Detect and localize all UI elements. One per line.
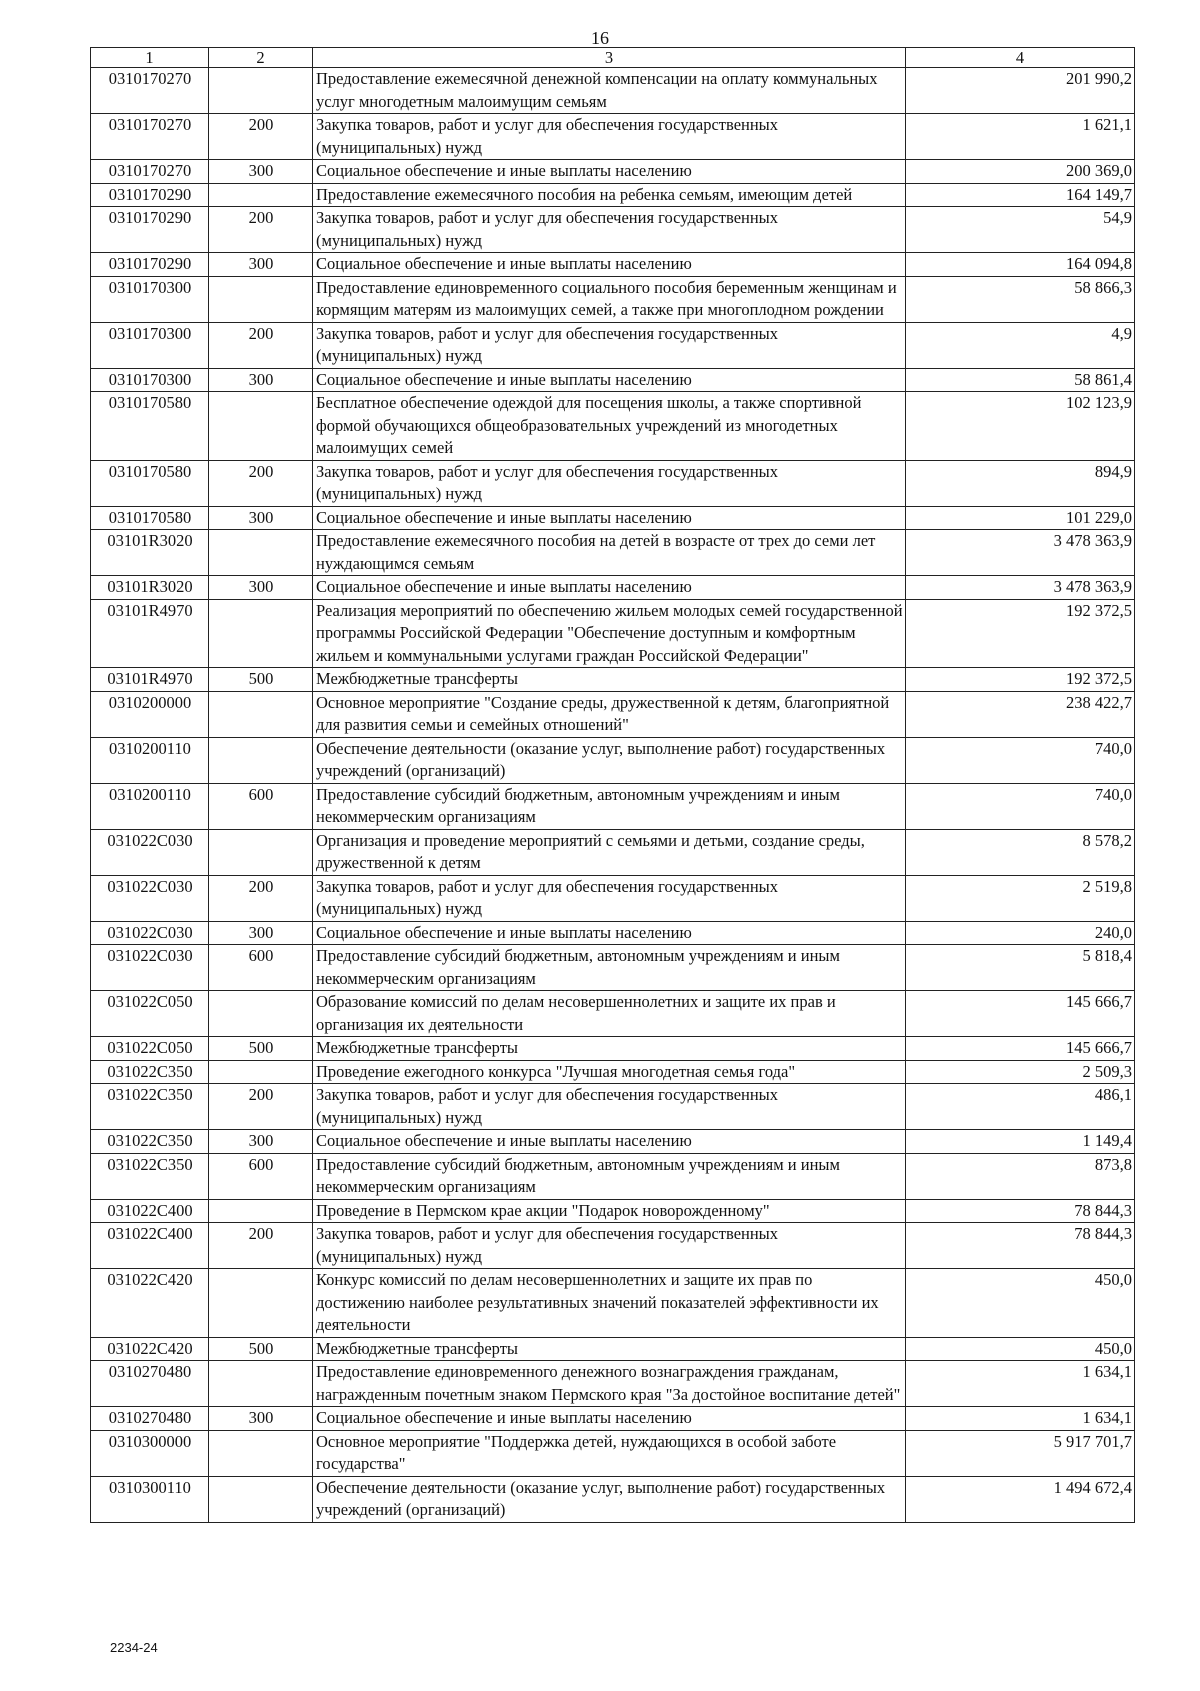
cell-name: Организация и проведение мероприятий с семьями и детьми, создание среды, дружественной к детям — [313, 829, 906, 875]
table-row — [91, 991, 1135, 1037]
cell-code: 0310170290 — [91, 207, 209, 253]
cell-expense-type: 500 — [209, 1337, 313, 1361]
cell-amount: 450,0 — [906, 1337, 1135, 1361]
cell-amount: 486,1 — [906, 1084, 1135, 1130]
table-row — [91, 506, 1135, 530]
cell-code: 0310270480 — [91, 1407, 209, 1431]
table-row — [91, 253, 1135, 277]
column-header-2: 2 — [209, 48, 313, 68]
cell-code: 0310170580 — [91, 506, 209, 530]
cell-name: Межбюджетные трансферты — [313, 1037, 906, 1061]
cell-name: Проведение ежегодного конкурса "Лучшая многодетная семья года" — [313, 1060, 906, 1084]
cell-expense-type — [209, 737, 313, 783]
cell-code: 0310170270 — [91, 114, 209, 160]
cell-code: 0310170300 — [91, 322, 209, 368]
cell-amount: 102 123,9 — [906, 392, 1135, 461]
page-number: 16 — [591, 28, 609, 48]
table-row — [91, 829, 1135, 875]
cell-code: 031022С030 — [91, 829, 209, 875]
cell-name: Предоставление субсидий бюджетным, автономным учреждениям и иным некоммерческим организациям — [313, 945, 906, 991]
table-row — [91, 1153, 1135, 1199]
cell-name: Бесплатное обеспечение одеждой для посещения школы, а также спортивной формой обучающихся общеобразовательных учреждений из многодетных малоимущих семей — [313, 392, 906, 461]
cell-code: 0310170580 — [91, 392, 209, 461]
cell-expense-type — [209, 530, 313, 576]
cell-amount: 2 519,8 — [906, 875, 1135, 921]
cell-expense-type — [209, 1361, 313, 1407]
cell-amount: 3 478 363,9 — [906, 576, 1135, 600]
cell-expense-type — [209, 183, 313, 207]
cell-amount: 192 372,5 — [906, 668, 1135, 692]
table-row — [91, 1084, 1135, 1130]
cell-name: Социальное обеспечение и иные выплаты населению — [313, 368, 906, 392]
cell-code: 031022С030 — [91, 921, 209, 945]
table-row — [91, 1269, 1135, 1338]
cell-name: Предоставление ежемесячного пособия на детей в возрасте от трех до семи лет нуждающимся семьям — [313, 530, 906, 576]
cell-name: Социальное обеспечение и иные выплаты населению — [313, 253, 906, 277]
cell-name: Конкурс комиссий по делам несовершеннолетних и защите их прав по достижению наиболее результативных значений показателей эффективности их деятельности — [313, 1269, 906, 1338]
cell-name: Социальное обеспечение и иные выплаты населению — [313, 506, 906, 530]
cell-expense-type: 300 — [209, 921, 313, 945]
table-row — [91, 1430, 1135, 1476]
cell-code: 0310200000 — [91, 691, 209, 737]
cell-code: 03101R3020 — [91, 530, 209, 576]
cell-code: 0310300110 — [91, 1476, 209, 1522]
cell-expense-type: 300 — [209, 368, 313, 392]
table-row — [91, 368, 1135, 392]
cell-name: Проведение в Пермском крае акции "Подарок новорожденному" — [313, 1199, 906, 1223]
table-row — [91, 1361, 1135, 1407]
cell-code: 0310170290 — [91, 183, 209, 207]
cell-name: Предоставление ежемесячной денежной компенсации на оплату коммунальных услуг многодетным малоимущим семьям — [313, 68, 906, 114]
cell-name: Предоставление субсидий бюджетным, автономным учреждениям и иным некоммерческим организациям — [313, 783, 906, 829]
cell-expense-type: 300 — [209, 1130, 313, 1154]
cell-expense-type — [209, 1476, 313, 1522]
cell-code: 031022С420 — [91, 1337, 209, 1361]
cell-amount: 145 666,7 — [906, 1037, 1135, 1061]
table-row — [91, 737, 1135, 783]
table-row — [91, 1337, 1135, 1361]
table-row — [91, 1407, 1135, 1431]
cell-expense-type: 200 — [209, 207, 313, 253]
cell-name: Предоставление ежемесячного пособия на ребенка семьям, имеющим детей — [313, 183, 906, 207]
cell-expense-type — [209, 276, 313, 322]
cell-name: Межбюджетные трансферты — [313, 1337, 906, 1361]
cell-name: Закупка товаров, работ и услуг для обеспечения государственных (муниципальных) нужд — [313, 1223, 906, 1269]
cell-code: 031022С030 — [91, 875, 209, 921]
table-row — [91, 1130, 1135, 1154]
cell-expense-type — [209, 1199, 313, 1223]
table-row — [91, 945, 1135, 991]
cell-code: 03101R3020 — [91, 576, 209, 600]
table-row — [91, 276, 1135, 322]
cell-amount: 192 372,5 — [906, 599, 1135, 668]
cell-expense-type: 600 — [209, 1153, 313, 1199]
cell-amount: 240,0 — [906, 921, 1135, 945]
table-row — [91, 392, 1135, 461]
cell-code: 0310170290 — [91, 253, 209, 277]
cell-amount: 164 149,7 — [906, 183, 1135, 207]
cell-expense-type: 200 — [209, 875, 313, 921]
cell-amount: 164 094,8 — [906, 253, 1135, 277]
column-header-3: 3 — [313, 48, 906, 68]
cell-expense-type — [209, 691, 313, 737]
cell-code: 031022С050 — [91, 991, 209, 1037]
cell-expense-type: 200 — [209, 1223, 313, 1269]
table-row — [91, 783, 1135, 829]
cell-name: Предоставление единовременного социального пособия беременным женщинам и кормящим матерям из малоимущих семей, а также при многоплодном рождении — [313, 276, 906, 322]
cell-name: Предоставление единовременного денежного вознаграждения гражданам, награжденным почетным знаком Пермского края "За достойное воспитание детей" — [313, 1361, 906, 1407]
table-row — [91, 576, 1135, 600]
cell-expense-type: 600 — [209, 945, 313, 991]
header-row — [91, 48, 1135, 68]
table-row — [91, 114, 1135, 160]
cell-name: Межбюджетные трансферты — [313, 668, 906, 692]
cell-name: Социальное обеспечение и иные выплаты населению — [313, 921, 906, 945]
cell-amount: 894,9 — [906, 460, 1135, 506]
cell-amount: 200 369,0 — [906, 160, 1135, 184]
cell-amount: 1 634,1 — [906, 1407, 1135, 1431]
cell-expense-type: 300 — [209, 160, 313, 184]
cell-code: 0310170300 — [91, 276, 209, 322]
cell-expense-type: 300 — [209, 253, 313, 277]
cell-code: 031022С420 — [91, 1269, 209, 1338]
table-row — [91, 875, 1135, 921]
cell-code: 0310170270 — [91, 68, 209, 114]
cell-amount: 1 621,1 — [906, 114, 1135, 160]
cell-code: 031022С350 — [91, 1130, 209, 1154]
table-row — [91, 668, 1135, 692]
budget-table — [90, 47, 1135, 1523]
table-row — [91, 322, 1135, 368]
cell-amount: 873,8 — [906, 1153, 1135, 1199]
table-row — [91, 599, 1135, 668]
column-header-4: 4 — [906, 48, 1135, 68]
cell-amount: 238 422,7 — [906, 691, 1135, 737]
cell-amount: 740,0 — [906, 737, 1135, 783]
table-row — [91, 530, 1135, 576]
cell-name: Реализация мероприятий по обеспечению жильем молодых семей государственной программы Российской Федерации "Обеспечение доступным и комфортным жильем и коммунальными услугами граждан Российской Федерации" — [313, 599, 906, 668]
cell-amount: 740,0 — [906, 783, 1135, 829]
cell-code: 031022С030 — [91, 945, 209, 991]
cell-amount: 54,9 — [906, 207, 1135, 253]
cell-expense-type: 600 — [209, 783, 313, 829]
cell-code: 0310170300 — [91, 368, 209, 392]
document-number: 2234-24 — [110, 1640, 158, 1655]
cell-name: Образование комиссий по делам несовершеннолетних и защите их прав и организация их деятельности — [313, 991, 906, 1037]
cell-name: Обеспечение деятельности (оказание услуг, выполнение работ) государственных учреждений (организаций) — [313, 737, 906, 783]
table-row — [91, 1037, 1135, 1061]
cell-amount: 5 917 701,7 — [906, 1430, 1135, 1476]
cell-expense-type — [209, 829, 313, 875]
cell-name: Социальное обеспечение и иные выплаты населению — [313, 1130, 906, 1154]
cell-expense-type: 300 — [209, 1407, 313, 1431]
table-row — [91, 68, 1135, 114]
cell-code: 0310170270 — [91, 160, 209, 184]
cell-code: 03101R4970 — [91, 599, 209, 668]
cell-expense-type — [209, 1269, 313, 1338]
cell-code: 031022С350 — [91, 1060, 209, 1084]
cell-amount: 78 844,3 — [906, 1199, 1135, 1223]
cell-amount: 201 990,2 — [906, 68, 1135, 114]
cell-expense-type: 200 — [209, 322, 313, 368]
table-row — [91, 160, 1135, 184]
cell-code: 0310170580 — [91, 460, 209, 506]
cell-expense-type: 300 — [209, 506, 313, 530]
cell-code: 031022С400 — [91, 1223, 209, 1269]
cell-name: Закупка товаров, работ и услуг для обеспечения государственных (муниципальных) нужд — [313, 1084, 906, 1130]
cell-code: 0310200110 — [91, 737, 209, 783]
cell-code: 0310300000 — [91, 1430, 209, 1476]
cell-amount: 3 478 363,9 — [906, 530, 1135, 576]
cell-code: 031022С050 — [91, 1037, 209, 1061]
cell-expense-type: 200 — [209, 114, 313, 160]
table-row — [91, 460, 1135, 506]
cell-name: Закупка товаров, работ и услуг для обеспечения государственных (муниципальных) нужд — [313, 114, 906, 160]
table-body — [91, 68, 1135, 1523]
cell-amount: 450,0 — [906, 1269, 1135, 1338]
cell-expense-type: 500 — [209, 668, 313, 692]
cell-name: Закупка товаров, работ и услуг для обеспечения государственных (муниципальных) нужд — [313, 875, 906, 921]
table-row — [91, 691, 1135, 737]
table-row — [91, 207, 1135, 253]
cell-code: 03101R4970 — [91, 668, 209, 692]
cell-amount: 8 578,2 — [906, 829, 1135, 875]
cell-code: 0310270480 — [91, 1361, 209, 1407]
cell-name: Социальное обеспечение и иные выплаты населению — [313, 1407, 906, 1431]
cell-amount: 1 634,1 — [906, 1361, 1135, 1407]
table-header — [91, 48, 1135, 68]
cell-code: 0310200110 — [91, 783, 209, 829]
cell-expense-type: 500 — [209, 1037, 313, 1061]
cell-amount: 58 861,4 — [906, 368, 1135, 392]
cell-expense-type: 300 — [209, 576, 313, 600]
cell-name: Закупка товаров, работ и услуг для обеспечения государственных (муниципальных) нужд — [313, 322, 906, 368]
table-row — [91, 921, 1135, 945]
cell-name: Закупка товаров, работ и услуг для обеспечения государственных (муниципальных) нужд — [313, 207, 906, 253]
cell-name: Основное мероприятие "Создание среды, дружественной к детям, благоприятной для развития семьи и семейных отношений" — [313, 691, 906, 737]
cell-name: Обеспечение деятельности (оказание услуг, выполнение работ) государственных учреждений (организаций) — [313, 1476, 906, 1522]
table-row — [91, 183, 1135, 207]
table-row — [91, 1199, 1135, 1223]
cell-code: 031022С350 — [91, 1084, 209, 1130]
cell-expense-type: 200 — [209, 460, 313, 506]
cell-amount: 58 866,3 — [906, 276, 1135, 322]
cell-name: Социальное обеспечение и иные выплаты населению — [313, 160, 906, 184]
cell-amount: 2 509,3 — [906, 1060, 1135, 1084]
cell-code: 031022С350 — [91, 1153, 209, 1199]
cell-expense-type — [209, 1430, 313, 1476]
cell-name: Предоставление субсидий бюджетным, автономным учреждениям и иным некоммерческим организациям — [313, 1153, 906, 1199]
cell-name: Основное мероприятие "Поддержка детей, нуждающихся в особой заботе государства" — [313, 1430, 906, 1476]
cell-name: Социальное обеспечение и иные выплаты населению — [313, 576, 906, 600]
cell-code: 031022С400 — [91, 1199, 209, 1223]
cell-amount: 5 818,4 — [906, 945, 1135, 991]
cell-expense-type — [209, 392, 313, 461]
cell-amount: 4,9 — [906, 322, 1135, 368]
cell-expense-type: 200 — [209, 1084, 313, 1130]
cell-amount: 145 666,7 — [906, 991, 1135, 1037]
table-row — [91, 1476, 1135, 1522]
column-header-1: 1 — [91, 48, 209, 68]
cell-amount: 1 149,4 — [906, 1130, 1135, 1154]
cell-expense-type — [209, 991, 313, 1037]
table-row — [91, 1060, 1135, 1084]
cell-expense-type — [209, 599, 313, 668]
cell-amount: 78 844,3 — [906, 1223, 1135, 1269]
cell-expense-type — [209, 68, 313, 114]
cell-amount: 1 494 672,4 — [906, 1476, 1135, 1522]
cell-name: Закупка товаров, работ и услуг для обеспечения государственных (муниципальных) нужд — [313, 460, 906, 506]
table-row — [91, 1223, 1135, 1269]
cell-expense-type — [209, 1060, 313, 1084]
cell-amount: 101 229,0 — [906, 506, 1135, 530]
